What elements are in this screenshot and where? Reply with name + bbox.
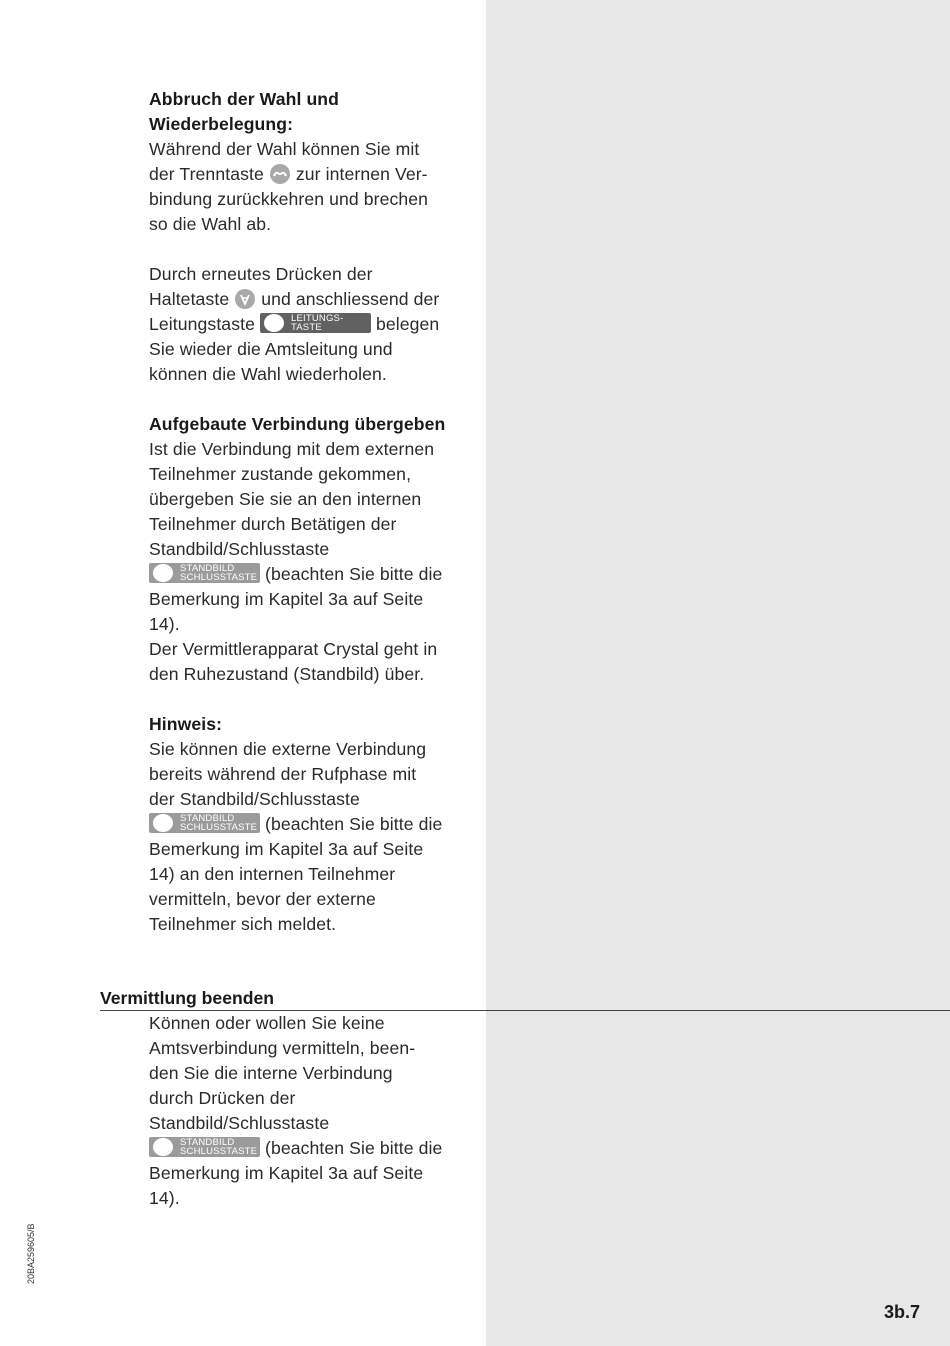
text: 14). [149,614,180,634]
heading-verbindung-uebergeben: Aufgebaute Verbindung übergeben [149,414,446,434]
text: Amtsverbindung vermitteln, been- [149,1038,416,1058]
content-column [149,87,469,937]
key-label: SCHLUSSTASTE [180,822,258,833]
text: vermitteln, bevor der externe [149,889,376,909]
text: Bemerkung im Kapitel 3a auf Seite [149,839,424,859]
key-label: STANDBILD [180,813,235,824]
key-label: SCHLUSSTASTE [180,572,258,583]
text: 14). [149,1188,180,1208]
content-column-2 [149,1011,469,1211]
text: Ist die Verbindung mit dem externen [149,439,435,459]
text: Durch erneutes Drücken der [149,264,373,284]
key-label: STANDBILD [180,1137,235,1148]
text: der Standbild/Schlusstaste [149,789,360,809]
key-label: STANDBILD [180,563,235,574]
standbild-key [149,813,260,833]
text: Teilnehmer sich meldet. [149,914,337,934]
text: bereits während der Rufphase mit [149,764,417,784]
text: Sie wieder die Amtsleitung und [149,339,393,359]
page-number: 3b.7 [883,1302,920,1322]
text: Können oder wollen Sie keine [149,1013,385,1033]
text: durch Drücken der [149,1088,296,1108]
text: und anschliessend der [261,289,440,309]
heading-hinweis: Hinweis: [149,714,223,734]
key-label: LEITUNGS- [290,313,344,324]
text: (beachten Sie bitte die [265,814,443,834]
text: Teilnehmer zustande gekommen, [149,464,412,484]
text: den Sie die interne Verbindung [149,1063,393,1083]
paragraph-verbindung [149,437,469,687]
text: übergeben Sie sie an den internen [149,489,422,509]
text: Während der Wahl können Sie mit [149,139,420,159]
key-label: SCHLUSSTASTE [180,1146,258,1157]
text: Bemerkung im Kapitel 3a auf Seite [149,589,424,609]
heading-abbruch: Abbruch der Wahl und Wiederbelegung: [149,89,339,134]
leitungstaste-key [260,313,371,333]
text: Bemerkung im Kapitel 3a auf Seite [149,1163,424,1183]
text: Standbild/Schlusstaste [149,539,330,559]
text: Teilnehmer durch Betätigen der [149,514,397,534]
text: (beachten Sie bitte die [265,1138,443,1158]
text: Standbild/Schlusstaste [149,1113,330,1133]
text: belegen [375,314,440,334]
text: Leitungstaste [149,314,255,334]
disconnect-key-icon [270,164,290,184]
text: bindung zurückkehren und brechen [149,189,429,209]
text: so die Wahl ab. [149,214,272,234]
standbild-key [149,1137,260,1157]
paragraph-wiederbelegung [149,262,469,387]
section-title-vermittlung-beenden: Vermittlung beenden [100,988,275,1008]
paragraph-abbruch [149,137,469,237]
text: Haltetaste [149,289,230,309]
paragraph-hinweis [149,737,469,937]
standbild-key [149,563,260,583]
text: können die Wahl wiederholen. [149,364,387,384]
text: den Ruhezustand (Standbild) über. [149,664,425,684]
right-margin-panel [486,0,950,1346]
text: zur internen Ver- [295,164,428,184]
key-label: TASTE [290,322,322,333]
text: 14) an den internen Teilnehmer [149,864,396,884]
hold-key-icon [235,289,255,309]
paragraph-vermittlung-beenden [149,1011,469,1211]
document-code: 20BA259605/B [26,1223,36,1284]
text: der Trenntaste [149,164,264,184]
text: (beachten Sie bitte die [265,564,443,584]
text: Sie können die externe Verbindung [149,739,427,759]
text: Der Vermittlerapparat Crystal geht in [149,639,438,659]
